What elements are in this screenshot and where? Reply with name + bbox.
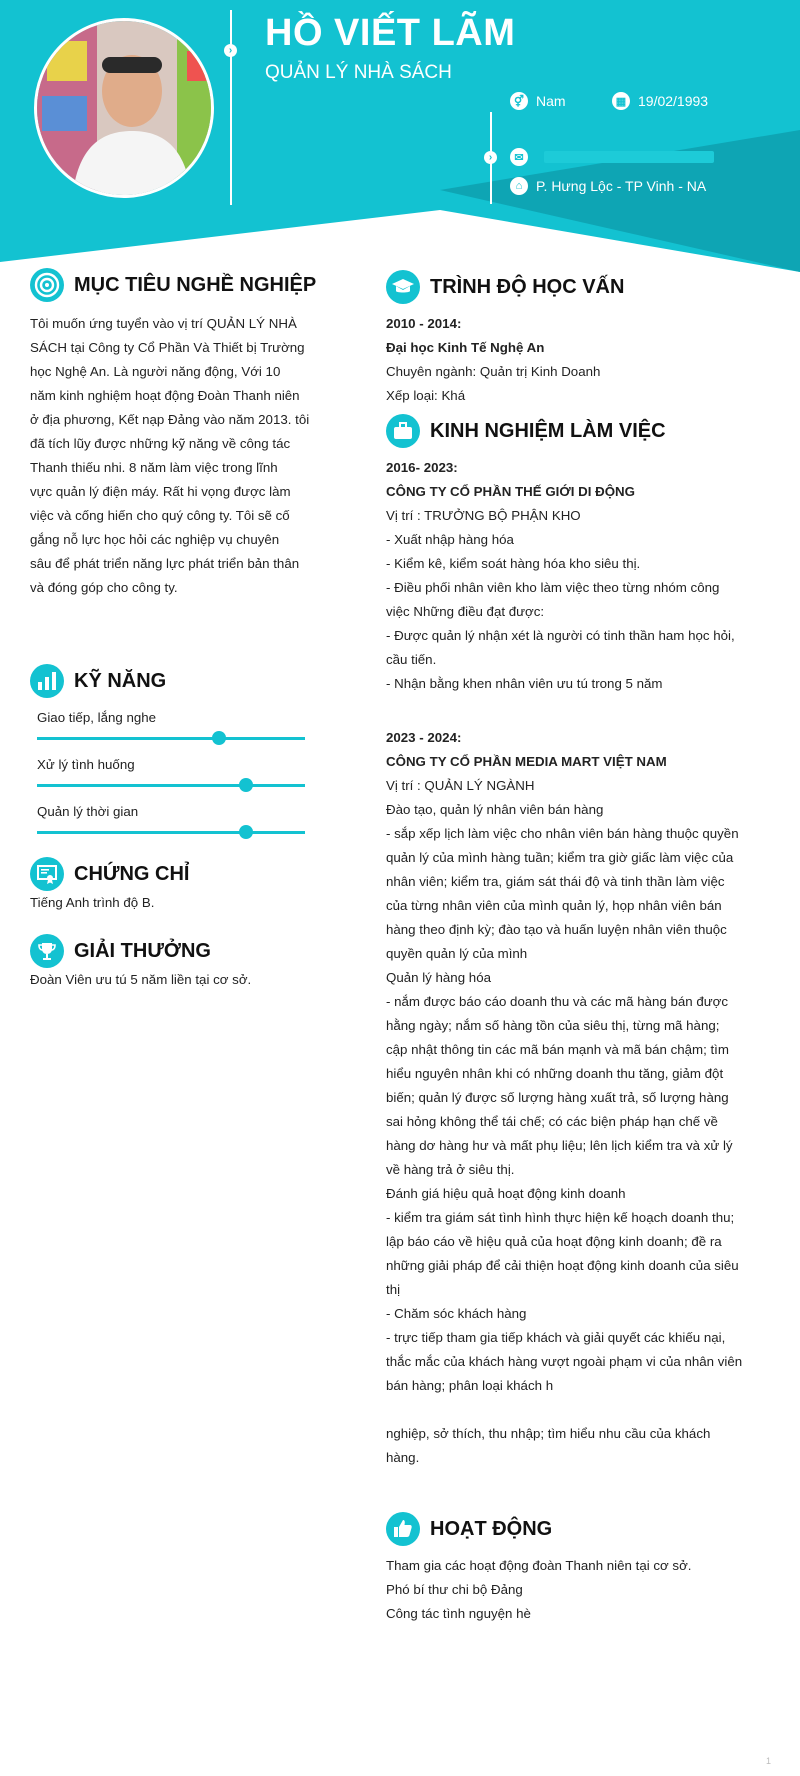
avatar — [34, 18, 214, 198]
education-rank: Xếp loại: Khá — [386, 388, 466, 403]
activities-text: Tham gia các hoạt động đoàn Thanh niên tại cơ sở. Phó bí thư chi bộ Đảng Công tác tình nguyện hè — [386, 1558, 692, 1621]
certificate-icon — [30, 857, 64, 891]
job-period: 2023 - 2024: — [386, 730, 462, 745]
header-divider-line — [230, 10, 232, 205]
candidate-name: HỒ VIẾT LÃM — [265, 12, 516, 54]
job-1: 2016- 2023: CÔNG TY CỔ PHẦN THẾ GIỚI DI ĐỘNG Vị trí : TRƯỞNG BỘ PHẬN KHO - Xuất nhập hàng hóa - Kiểm kê, kiểm soát hàng hóa kho siêu thị. - Điều phối nhân viên kho làm việc theo từng nhóm công việc Những điều đạt được: - Được quản lý nhận xét là người có tinh thần ham học hỏi, cầu tiến. - Nhận bằng khen nhân viên ưu tú trong 5 năm — [386, 456, 756, 696]
education-school: Đại học Kinh Tế Nghệ An — [386, 340, 545, 355]
certificates-heading: CHỨNG CHỈ — [30, 857, 189, 891]
skills-heading: KỸ NĂNG — [30, 664, 166, 698]
skill-bar — [37, 831, 305, 834]
experience-heading: KINH NGHIỆM LÀM VIỆC — [386, 414, 666, 448]
trophy-icon — [30, 934, 64, 968]
chevron-right-icon: › — [224, 44, 237, 57]
skill-item: Xử lý tình huống — [37, 757, 305, 787]
skill-level-knob — [239, 778, 253, 792]
job-company: CÔNG TY CỔ PHẦN MEDIA MART VIỆT NAM — [386, 754, 667, 769]
address-info: ⌂ P. Hưng Lộc - TP Vinh - NA — [510, 177, 706, 195]
gender-info: ⚥ Nam — [510, 92, 566, 110]
redacted-email — [544, 151, 714, 163]
job-2: 2023 - 2024: CÔNG TY CỔ PHẦN MEDIA MART VIỆT NAM Vị trí : QUẢN LÝ NGÀNH Đào tạo, quản lý nhân viên bán hàng - sắp xếp lịch làm việc cho nhân viên bán hàng thuộc quyền quản lý của mình hàng tuần; kiểm tra giờ giấc làm việc của nhân viên; kiểm tra, giám sát thái độ và tinh thần làm việc của từng nhân viên của mình quản lý, họp nhân viên bán hàng theo định kỳ; đào tạo và huấn luyện nhân viên thuộc quyền quản lý của mình Quản lý hàng hóa - nắm được báo cáo doanh thu và các mã hàng bán được hằng ngày; nắm số hàng tồn của siêu thị, từng mã hàng; cập nhật thông tin các mã bán mạnh và mã bán chậm; tìm hiểu nguyên nhân khi có những doanh thu tăng, giảm đột biến; quản lý được số lượng hàng xuất trả, số lượng hàng sai hỏng không thể tái chế; có các biện pháp hạn chế về hàng dơ hàng hư và mất phụ liệu; lên lịch kiểm tra và xử lý về hàng trả ở siêu thị. Đánh giá hiệu quả hoạt động kinh doanh - kiểm tra giám sát tình hình thực hiện kế hoạch doanh thu; lập báo cáo về hiệu quả của hoạt động kinh doanh; đề ra những giải pháp để cải thiện hoạt động kinh doanh của siêu thị - Chăm sóc khách hàng - trực tiếp tham gia tiếp khách và giải quyết các khiếu nại, thắc mắc của khách hàng vượt ngoài phạm vi của nhân viên bán hàng; phân loại khách h nghiệp, sở thích, thu nhập; tìm hiểu nhu cầu của khách hàng. — [386, 726, 756, 1470]
skill-item: Quản lý thời gian — [37, 804, 305, 834]
awards-text: Đoàn Viên ưu tú 5 năm liền tại cơ sở. — [30, 972, 252, 987]
page-mark: 1 — [766, 1756, 772, 1766]
job-period: 2016- 2023: — [386, 460, 458, 475]
education-major: Chuyên ngành: Quản trị Kinh Doanh — [386, 364, 601, 379]
graduation-cap-icon — [386, 270, 420, 304]
email-icon: ✉ — [510, 148, 528, 166]
activities-heading: HOẠT ĐỘNG — [386, 1512, 552, 1546]
email-info — [510, 148, 714, 166]
education-period: 2010 - 2014: — [386, 316, 462, 331]
gender-icon: ⚥ — [510, 92, 528, 110]
education-block — [386, 312, 756, 408]
skill-level-knob — [239, 825, 253, 839]
skill-bar — [37, 784, 305, 787]
chevron-right-icon: › — [484, 151, 497, 164]
skill-level-knob — [212, 731, 226, 745]
objective-heading: MỤC TIÊU NGHỀ NGHIỆP — [30, 268, 316, 302]
briefcase-icon — [386, 414, 420, 448]
objective-text: Tôi muốn ứng tuyển vào vị trí QUẢN LÝ NHÀ SÁCH tại Công ty Cổ Phần Và Thiết bị Trường học Nghệ An. Là người năng động, Với 10 năm kinh nghiệm hoạt động Đoàn Thanh niên ở địa phương, Kết nạp Đảng vào năm 2013. tôi đã tích lũy được những kỹ năng về công tác Thanh thiếu nhi. 8 năm làm việc trong lĩnh vực quản lý điện máy. Rất hi vọng được làm việc và cống hiến cho quý công ty. Tôi sẽ cố gắng nỗ lực học hỏi các nghiệp vụ chuyên sâu để phát triển năng lực phát triển bản thân và đóng góp cho công ty. — [30, 316, 310, 595]
bar-chart-icon — [30, 664, 64, 698]
header-banner — [0, 0, 800, 280]
job-title: QUẢN LÝ NHÀ SÁCH — [265, 62, 452, 83]
birthday-info: ▦ 19/02/1993 — [612, 92, 708, 110]
target-icon — [30, 268, 64, 302]
skill-item: Giao tiếp, lắng nghe — [37, 710, 305, 740]
skill-bar — [37, 737, 305, 740]
home-icon: ⌂ — [510, 177, 528, 195]
calendar-icon: ▦ — [612, 92, 630, 110]
awards-heading: GIẢI THƯỞNG — [30, 934, 211, 968]
certificates-text: Tiếng Anh trình độ B. — [30, 895, 155, 910]
job-company: CÔNG TY CỔ PHẦN THẾ GIỚI DI ĐỘNG — [386, 484, 635, 499]
education-heading: TRÌNH ĐỘ HỌC VẤN — [386, 270, 624, 304]
thumbs-up-icon — [386, 1512, 420, 1546]
